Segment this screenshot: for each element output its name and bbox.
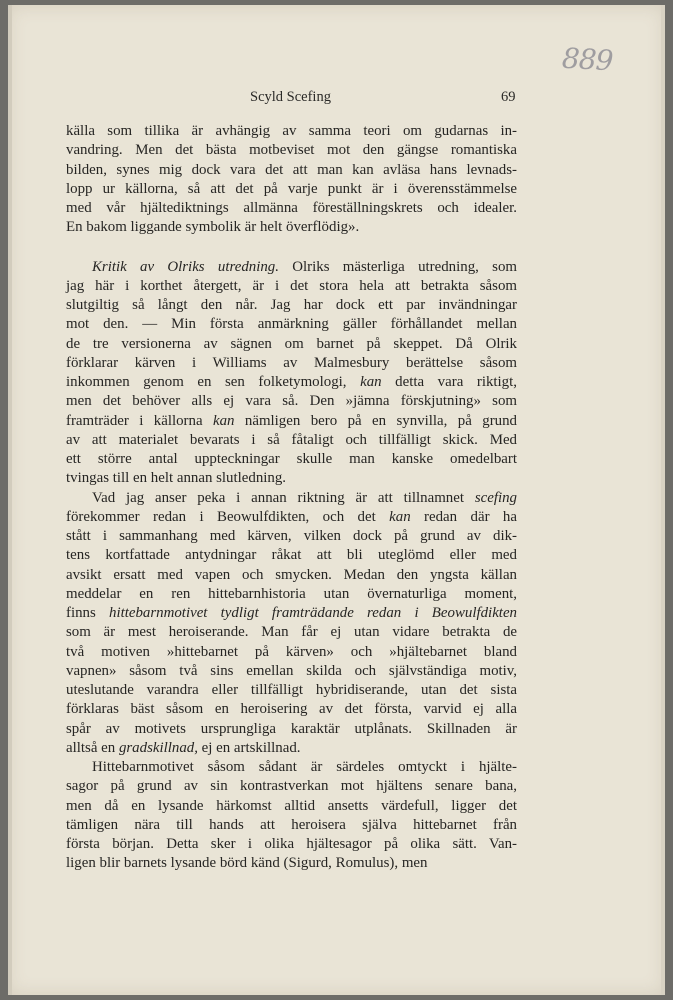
paragraph bbox=[66, 758, 517, 874]
text-run: de tre versionerna av sägnen om barnet på skeppet. Då Olrik bbox=[66, 335, 517, 352]
page-edge-right bbox=[661, 5, 665, 995]
handwritten-archive-number: 889 bbox=[561, 41, 614, 78]
italic-text: kan bbox=[360, 374, 382, 390]
text-line bbox=[66, 662, 517, 681]
text-run: meddelar en ren hittebarnhistoria utan övernaturliga moment, bbox=[66, 585, 517, 602]
text-run: förklaras bäst såsom en heroisering av det första, varvid ej alla bbox=[66, 701, 517, 718]
text-run: stått i sammanhang med kärven, vilken dock på grund av dik- bbox=[66, 528, 517, 544]
text-line bbox=[66, 566, 517, 585]
italic-text: kan bbox=[389, 508, 411, 525]
text-line bbox=[66, 604, 517, 623]
text-line bbox=[66, 700, 517, 719]
text-line bbox=[66, 720, 517, 739]
text-line bbox=[66, 392, 517, 411]
text-run: som är mest heroiserande. Man får ej utan vidare betrakta de bbox=[66, 624, 517, 641]
text-line bbox=[66, 854, 517, 873]
text-run: första början. Detta sker i olika hjältesagor på olika sätt. Van- bbox=[66, 836, 517, 852]
text-line bbox=[66, 623, 517, 642]
text-run: slutgiltig så långt den når. Jag har dock ett par invändningar bbox=[66, 297, 517, 313]
text-line bbox=[66, 585, 517, 604]
text-run: tens kortfattade antydningar råkat att bli uteglömd eller med bbox=[66, 547, 517, 564]
text-run: Vad jag anser peka i annan riktning är att tillnamnet bbox=[92, 489, 475, 506]
text-line bbox=[66, 681, 517, 700]
text-run: nämligen bero på en synvilla, på grund bbox=[234, 412, 517, 429]
text-line bbox=[66, 777, 517, 796]
text-line bbox=[66, 199, 517, 218]
paragraph-gap bbox=[66, 238, 517, 258]
text-line bbox=[66, 412, 517, 431]
text-line bbox=[66, 527, 517, 546]
text-run: vandring. Men det bästa motbeviset mot den gängse romantiska bbox=[66, 142, 517, 159]
text-run: framträder i källorna bbox=[66, 412, 213, 429]
italic-text: scefing bbox=[474, 489, 517, 506]
text-line bbox=[66, 431, 517, 450]
text-run: förklarar kärven i Williams av Malmesbury berättelse såsom bbox=[66, 354, 517, 371]
paragraph bbox=[66, 258, 517, 489]
text-run: men då en lysande härkomst alltid ansetts värdefull, ligger det bbox=[66, 797, 517, 814]
running-title: Scyld Scefing bbox=[250, 89, 331, 105]
text-run: lopp ur källorna, så att det på varje punkt är i överensstämmelse bbox=[66, 180, 517, 197]
paragraph bbox=[66, 489, 517, 759]
text-run: spår av motivets ursprungliga karaktär utplånats. Skillnaden är bbox=[66, 720, 517, 737]
text-run: En bakom liggande symbolik är helt överflödig». bbox=[66, 219, 360, 236]
text-line bbox=[66, 373, 517, 392]
text-line bbox=[66, 489, 517, 508]
text-run: av att materialet bevarats i så fåtaligt och tillfälligt skick. Med bbox=[66, 431, 517, 448]
text-run: detta vara riktigt, bbox=[381, 374, 517, 390]
text-run: ej en artskillnad. bbox=[197, 739, 301, 756]
text-run: mot den. — Min första anmärkning gäller förhållandet mellan bbox=[66, 316, 517, 333]
text-run: vapnen» såsom två sins emellan skilda och självständiga motiv, bbox=[66, 662, 517, 679]
text-line bbox=[66, 758, 517, 777]
text-run: tämligen nära till hands att heroisera själva hittebarnet från bbox=[66, 816, 517, 833]
text-run: tvingas till en helt annan slutledning. bbox=[66, 470, 287, 487]
text-line bbox=[66, 354, 517, 373]
text-run: jag här i korthet återgett, är i det stora hela att betrakta såsom bbox=[66, 277, 517, 294]
text-line bbox=[66, 816, 517, 835]
text-line bbox=[66, 258, 517, 277]
text-run: Hittebarnmotivet såsom sådant är särdeles omtyckt i hjälte- bbox=[92, 759, 517, 775]
text-run: alltså en bbox=[66, 739, 119, 756]
text-line bbox=[66, 315, 517, 334]
running-head bbox=[8, 89, 665, 109]
text-run: redan där ha bbox=[410, 508, 517, 525]
text-run: två motiven »hittebarnet på kärven» och »hjältebarnet bland bbox=[66, 643, 517, 660]
text-run: men det behöver alls ej vara så. Den »jämna förskjutning» som bbox=[66, 393, 517, 410]
text-line bbox=[66, 835, 517, 854]
paragraph bbox=[66, 122, 517, 238]
text-line bbox=[66, 296, 517, 315]
text-run: med vår hjältediktnings allmänna föreställningskrets och idealer. bbox=[66, 200, 517, 216]
text-line bbox=[66, 335, 517, 354]
text-line bbox=[66, 797, 517, 816]
text-line bbox=[66, 469, 517, 488]
text-run: uteslutande varandra eller tillfälligt hybridiserande, utan det sista bbox=[66, 682, 517, 698]
text-run: förekommer redan i Beowulfdikten, och det bbox=[66, 508, 390, 525]
text-run: sagor på grund av sin kontrastverkan mot hjältens senare bana, bbox=[66, 778, 517, 795]
text-line bbox=[66, 180, 517, 199]
body-text bbox=[66, 122, 517, 874]
text-run: bilden, synes mig dock vara det att man kan avläsa hans levnads- bbox=[66, 161, 517, 178]
text-run: finns bbox=[66, 605, 110, 621]
text-line bbox=[66, 277, 517, 296]
text-line bbox=[66, 141, 517, 160]
page-number: 69 bbox=[501, 89, 516, 105]
book-page bbox=[8, 5, 665, 995]
italic-text: kan bbox=[212, 412, 235, 429]
text-line bbox=[66, 643, 517, 662]
text-run: ett större antal uppteckningar skulle man kanske omedelbart bbox=[66, 451, 517, 467]
page-edge-left bbox=[8, 5, 12, 995]
text-run: avsikt ersatt med vapen och smycken. Medan den yngsta källan bbox=[66, 566, 517, 583]
text-run: inkommen genom en sen folketymologi, bbox=[66, 374, 361, 390]
italic-text: gradskillnad, bbox=[118, 739, 198, 756]
text-line bbox=[66, 161, 517, 180]
text-run: ligen blir barnets lysande börd känd (Sigurd, Romulus), men bbox=[66, 855, 428, 872]
text-line bbox=[66, 450, 517, 469]
text-run: källa som tillika är avhängig av samma teori om gudarnas in- bbox=[66, 123, 517, 139]
text-run: Olriks mästerliga utredning, som bbox=[278, 258, 517, 275]
italic-text: Kritik av Olriks utredning. bbox=[92, 258, 279, 275]
text-line bbox=[66, 122, 517, 141]
text-line bbox=[66, 739, 517, 758]
text-line bbox=[66, 218, 517, 237]
text-line bbox=[66, 508, 517, 527]
text-line bbox=[66, 546, 517, 565]
italic-text: hittebarnmotivet tydligt framträdande redan i Beowulfdikten bbox=[109, 605, 517, 621]
